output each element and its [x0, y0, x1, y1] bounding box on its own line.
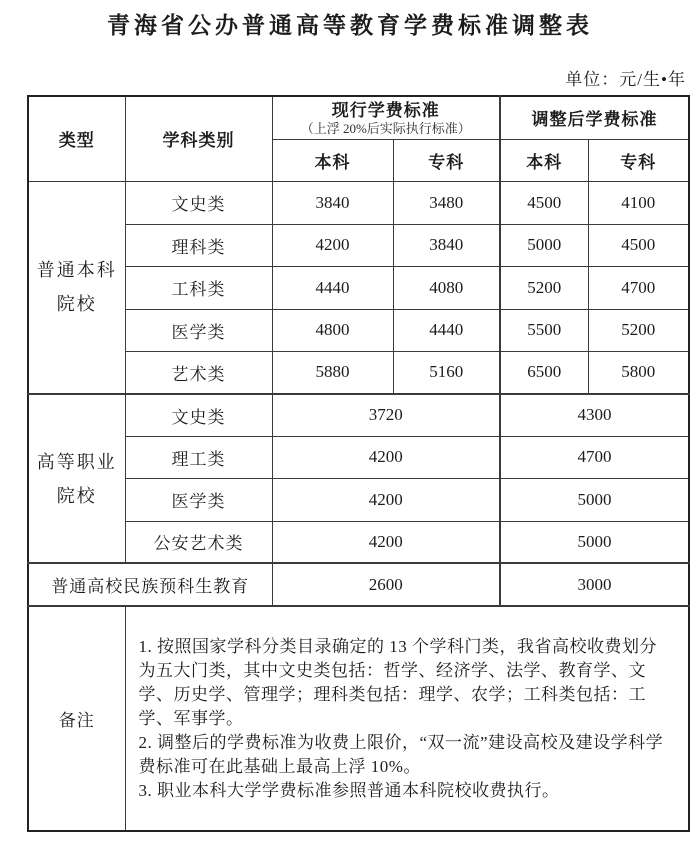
discipline-cell: 文史类	[125, 394, 272, 436]
section-type-regular	[28, 181, 125, 394]
header-current-group	[272, 96, 500, 139]
discipline-cell: 公安艺术类	[125, 521, 272, 563]
discipline-cell: 医学类	[125, 309, 272, 351]
fee-value: 3840	[272, 181, 393, 224]
fee-value: 5000	[500, 478, 689, 521]
type-line: 院校	[56, 485, 97, 506]
fee-value: 4200	[272, 224, 393, 266]
fee-value: 3840	[393, 224, 500, 266]
fee-value: 5160	[393, 351, 500, 394]
table-row	[28, 394, 689, 436]
type-line: 高等职业	[36, 451, 117, 472]
table-row	[28, 436, 689, 478]
page-title: 青海省公办普通高等教育学费标准调整表	[107, 12, 593, 39]
remark-item: 3. 职业本科大学学费标准参照普通本科院校收费执行。	[138, 780, 560, 800]
discipline-cell: 文史类	[125, 181, 272, 224]
header-current-undergrad: 本科	[272, 139, 393, 181]
fee-value: 5000	[500, 521, 689, 563]
table-row	[28, 351, 689, 394]
fee-value: 4100	[588, 181, 689, 224]
table-row	[28, 224, 689, 266]
fee-value: 4200	[272, 521, 500, 563]
header-row-groups	[28, 96, 689, 139]
type-line: 院校	[56, 294, 97, 315]
fee-value: 5880	[272, 351, 393, 394]
fee-value: 3720	[272, 394, 500, 436]
fee-value: 4500	[500, 181, 588, 224]
fee-value: 5800	[588, 351, 689, 394]
fee-value: 3480	[393, 181, 500, 224]
fee-value: 4080	[393, 266, 500, 309]
table-row	[28, 521, 689, 563]
remarks-row	[28, 606, 689, 831]
fee-value: 2600	[272, 563, 500, 606]
table-row	[28, 478, 689, 521]
fee-value: 5200	[588, 309, 689, 351]
current-group-note: （上浮 20%后实际执行标准）	[300, 120, 471, 136]
section-type-vocational	[28, 394, 125, 563]
header-adjusted-undergrad: 本科	[500, 139, 588, 181]
fee-value: 4200	[272, 436, 500, 478]
header-adjusted-group: 调整后学费标准	[500, 96, 689, 139]
fee-value: 4300	[500, 394, 689, 436]
type-line: 普通本科	[36, 260, 117, 281]
remarks-content	[125, 606, 689, 831]
table-row	[28, 181, 689, 224]
fee-value: 5000	[500, 224, 588, 266]
fee-value: 5200	[500, 266, 588, 309]
table-row	[28, 309, 689, 351]
fee-value: 5500	[500, 309, 588, 351]
remark-item: 2. 调整后的学费标准为收费上限价，“双一流”建设高校及建设学科学费标准可在此基础上最高上浮 10%。	[138, 732, 664, 776]
fee-value: 4800	[272, 309, 393, 351]
fee-value: 6500	[500, 351, 588, 394]
fee-table	[27, 95, 690, 832]
table-row	[28, 266, 689, 309]
fee-value: 4200	[272, 478, 500, 521]
discipline-cell: 理科类	[125, 224, 272, 266]
header-discipline: 学科类别	[125, 96, 272, 181]
current-group-title: 现行学费标准	[331, 100, 440, 120]
discipline-cell: 工科类	[125, 266, 272, 309]
header-type: 类型	[28, 96, 125, 181]
fee-value: 3000	[500, 563, 689, 606]
fee-value: 4500	[588, 224, 689, 266]
preparatory-row	[28, 563, 689, 606]
header-current-college: 专科	[393, 139, 500, 181]
fee-value: 4700	[588, 266, 689, 309]
discipline-cell: 医学类	[125, 478, 272, 521]
fee-value: 4440	[272, 266, 393, 309]
discipline-cell: 艺术类	[125, 351, 272, 394]
header-adjusted-college: 专科	[588, 139, 689, 181]
preparatory-label: 普通高校民族预科生教育	[28, 563, 272, 606]
fee-value: 4440	[393, 309, 500, 351]
discipline-cell: 理工类	[125, 436, 272, 478]
unit-note: 单位：元/生•年	[565, 70, 686, 89]
fee-value: 4700	[500, 436, 689, 478]
remark-item: 1. 按照国家学科分类目录确定的 13 个学科门类，我省高校收费划分为五大门类，其中文史类包括：哲学、经济学、法学、教育学、文学、历史学、管理学；理科类包括：理学、农学；工科类包括：工学、军事学。	[138, 636, 657, 728]
remarks-label: 备注	[28, 606, 125, 831]
